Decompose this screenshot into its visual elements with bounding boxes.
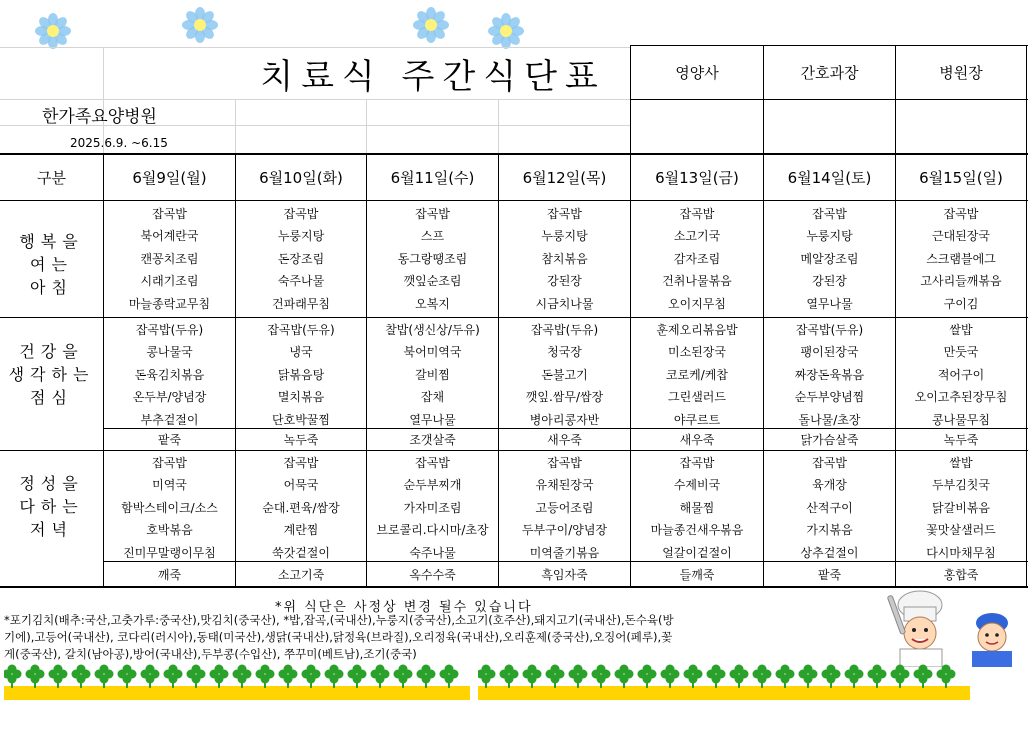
menu-item: 잡곡밥 <box>547 206 582 221</box>
porridge-item: 새우죽 <box>679 433 715 447</box>
day-header: 6월15일(일) <box>919 169 1003 187</box>
menu-item: 잡곡밥 <box>152 206 187 221</box>
menu-item: 강된장 <box>547 274 582 289</box>
hospital-name: 한가족요양병원 <box>42 106 157 127</box>
menu-item: 시래기조림 <box>140 274 199 289</box>
menu-item: 돈육김치볶음 <box>134 367 205 382</box>
menu-item: 돈불고기 <box>541 367 588 382</box>
menu-item: 고사리들깨볶음 <box>920 274 1002 289</box>
clover-border <box>478 662 970 700</box>
menu-item: 잡곡밥(두유) <box>267 322 335 337</box>
menu-item: 만둣국 <box>943 345 979 360</box>
porridge-item: 깨죽 <box>157 567 182 582</box>
menu-item: 오이고추된장무침 <box>914 390 1008 405</box>
day-header: 6월14일(토) <box>787 169 872 187</box>
menu-item: 참치볶음 <box>541 251 588 266</box>
menu-item: 열무나물 <box>409 412 456 427</box>
menu-item: 마늘종건새우볶음 <box>650 523 744 538</box>
menu-item: 다시마채무침 <box>926 545 996 560</box>
day-header: 6월13일(금) <box>655 169 739 187</box>
menu-item: 팽이된장국 <box>800 345 859 360</box>
menu-item: 구이김 <box>943 296 979 311</box>
menu-item: 냉국 <box>289 345 313 360</box>
menu-item: 잡곡밥 <box>943 206 979 221</box>
porridge-item: 조갯살죽 <box>409 433 456 447</box>
menu-item: 순대.편육/쌈장 <box>262 500 340 515</box>
day-header: 6월12일(목) <box>522 169 607 187</box>
menu-item: 숙주나물 <box>409 545 456 560</box>
menu-item: 브로콜리.다시마/초장 <box>376 523 489 538</box>
menu-item: 산적구이 <box>806 500 853 515</box>
day-header: 6월10일(화) <box>259 169 343 187</box>
flower-icon <box>408 2 454 48</box>
menu-item: 잡곡밥(두유) <box>795 322 864 337</box>
menu-item: 숙주나물 <box>277 274 325 289</box>
menu-item: 순두부양념찜 <box>794 390 865 405</box>
menu-item: 북어미역국 <box>403 345 462 360</box>
menu-item: 그린샐러드 <box>668 390 726 405</box>
menu-item: 오이지무침 <box>668 296 726 311</box>
menu-item: 얼갈이겉절이 <box>662 545 732 560</box>
menu-item: 가지볶음 <box>806 523 853 538</box>
menu-item: 고등어조림 <box>535 500 594 515</box>
menu-item: 야쿠르트 <box>673 412 721 427</box>
porridge-item: 소고기죽 <box>277 567 325 582</box>
menu-item: 잡곡밥 <box>679 455 715 470</box>
menu-item: 순두부찌개 <box>403 478 462 493</box>
menu-item: 짜장돈육볶음 <box>794 367 865 382</box>
porridge-item: 팥죽 <box>817 567 842 582</box>
menu-item: 잡곡밥 <box>812 206 847 221</box>
menu-item: 갈비찜 <box>415 367 450 382</box>
menu-item: 청국장 <box>547 345 582 360</box>
signature-label-dietitian: 영양사 <box>675 64 719 82</box>
menu-item: 깻잎순조림 <box>403 274 462 289</box>
menu-item: 소고기국 <box>673 229 721 244</box>
menu-item: 단호박꿀찜 <box>272 412 330 427</box>
signature-label-director: 병원장 <box>939 64 983 82</box>
menu-item: 함박스테이크/소스 <box>121 500 218 515</box>
menu-item: 누룽지탕 <box>541 229 588 244</box>
porridge-item: 닭가슴살죽 <box>800 433 859 447</box>
menu-item: 닭볶음탕 <box>277 367 325 382</box>
menu-item: 잡곡밥 <box>152 455 187 470</box>
menu-item: 잡곡밥 <box>415 206 450 221</box>
menu-item: 돌나물/초장 <box>798 412 861 427</box>
menu-item: 쌀밥 <box>949 455 973 470</box>
menu-item: 쌀밥 <box>949 322 973 337</box>
menu-item: 오복지 <box>415 296 450 311</box>
menu-item: 두부김칫국 <box>932 478 990 493</box>
menu-item: 병아리콩자반 <box>529 412 600 427</box>
menu-item: 미역국 <box>152 478 187 493</box>
signature-label-nursing-head: 간호과장 <box>800 64 859 82</box>
menu-item: 강된장 <box>812 274 847 289</box>
page-title: 치료식 주간식단표 <box>260 56 606 97</box>
section-label-breakfast: 행복을 여는 아침 <box>19 232 84 297</box>
menu-item: 콩나물국 <box>146 345 193 360</box>
corner-label: 구분 <box>37 169 66 187</box>
porridge-item: 팥죽 <box>157 433 182 447</box>
menu-item: 누룽지탕 <box>277 229 325 244</box>
menu-item: 잡곡밥(두유) <box>135 322 204 337</box>
menu-item: 꽃맛살샐러드 <box>926 523 996 538</box>
menu-item: 해물찜 <box>679 500 715 515</box>
menu-item: 수제비국 <box>673 478 721 493</box>
porridge-item: 들깨죽 <box>679 567 715 582</box>
menu-item: 잡곡밥 <box>679 206 715 221</box>
porridge-item: 녹두죽 <box>943 433 979 447</box>
menu-item: 찰밥(생신상/두유) <box>385 322 480 337</box>
menu-item: 유채된장국 <box>535 478 594 493</box>
menu-item: 돈장조림 <box>277 251 325 266</box>
menu-item: 잡채 <box>420 390 445 405</box>
menu-item: 건취나물볶음 <box>662 274 732 289</box>
menu-item: 마늘종락교무침 <box>128 296 211 311</box>
porridge-item: 옥수수죽 <box>409 567 456 582</box>
menu-item: 상추겉절이 <box>800 545 859 560</box>
menu-item: 시금치나물 <box>535 296 594 311</box>
menu-item: 온두부/양념장 <box>132 390 207 405</box>
menu-item: 훈제오리볶음밥 <box>656 322 738 337</box>
menu-item: 누룽지탕 <box>806 229 853 244</box>
signature-box-dietitian[interactable] <box>631 100 763 153</box>
menu-item: 잡곡밥 <box>283 455 319 470</box>
menu-item: 쑥갓겉절이 <box>272 545 330 560</box>
menu-item: 코로케/케찹 <box>665 367 728 382</box>
menu-item: 캔꽁치조림 <box>140 251 199 266</box>
menu-item: 어묵국 <box>283 478 319 493</box>
porridge-item: 흑임자죽 <box>541 567 588 582</box>
menu-item: 두부구이/양념장 <box>521 523 608 538</box>
menu-item: 북어계란국 <box>140 229 199 244</box>
chef-illustration <box>880 585 1026 667</box>
signature-box-director[interactable] <box>896 100 1026 153</box>
menu-item: 건파래무침 <box>272 296 330 311</box>
menu-item: 스프 <box>420 229 445 244</box>
menu-item: 메알장조림 <box>800 251 859 266</box>
menu-item: 잡곡밥 <box>415 455 450 470</box>
clover-border <box>4 662 470 700</box>
menu-item: 부추겉절이 <box>140 412 199 427</box>
menu-item: 근대된장국 <box>932 229 990 244</box>
menu-item: 진미무말랭이무침 <box>123 545 216 560</box>
menu-item: 감자조림 <box>673 251 721 266</box>
menu-item: 적어구이 <box>937 367 985 382</box>
menu-item: 가자미조림 <box>403 500 462 515</box>
porridge-item: 새우죽 <box>547 433 582 447</box>
menu-item: 잡곡밥 <box>812 455 847 470</box>
menu-item: 멸치볶음 <box>277 390 325 405</box>
section-label-lunch: 건강을 생각하는 점심 <box>8 342 95 407</box>
date-range: 2025.6.9. ~6.15 <box>70 136 168 150</box>
porridge-item: 녹두죽 <box>283 433 319 447</box>
menu-item: 미소된장국 <box>668 345 726 360</box>
menu-item: 스크램블에그 <box>926 251 996 266</box>
change-notice: *위 식단은 사정상 변경 될수 있습니다 <box>275 600 533 615</box>
menu-item: 육개장 <box>812 478 847 493</box>
menu-item: 깻잎.쌈무/쌈장 <box>525 390 604 405</box>
menu-item: 미역줄기볶음 <box>529 545 600 560</box>
signature-box-nursing-head[interactable] <box>764 100 895 153</box>
day-header: 6월11일(수) <box>390 169 475 187</box>
origin-info: *포기김치(배추:국산,고춧가루:중국산),맛김치(중국산), *밥,잡곡,(국내산),누룽지(중국산),소고기(호주산),돼지고기(국내산),돈수육(방 기에),고등어(국내산), 코다리(러시아),동태(미국산),생닭(국내산),닭정육(브라질),오리정육(국내산),오리훈제(중국산),오징어(페루),꽃 게(중국산), 갈치(남아공),방어(국내산),두부콩(수입산), 쭈꾸미(베트남),조기(중국) <box>4 613 674 661</box>
menu-item: 계란찜 <box>283 523 319 538</box>
porridge-item: 홍합죽 <box>943 567 979 582</box>
day-header: 6월9일(월) <box>132 169 207 187</box>
menu-item: 닭갈비볶음 <box>932 500 990 515</box>
menu-item: 잡곡밥 <box>547 455 582 470</box>
section-label-dinner: 정성을 다하는 저녁 <box>19 474 84 539</box>
menu-item: 열무나물 <box>806 296 853 311</box>
menu-item: 동그랑땡조림 <box>397 251 468 266</box>
menu-item: 호박볶음 <box>146 523 193 538</box>
menu-item: 콩나물무침 <box>932 412 990 427</box>
menu-item: 잡곡밥(두유) <box>530 322 599 337</box>
flower-icon <box>177 2 223 48</box>
menu-item: 잡곡밥 <box>283 206 319 221</box>
